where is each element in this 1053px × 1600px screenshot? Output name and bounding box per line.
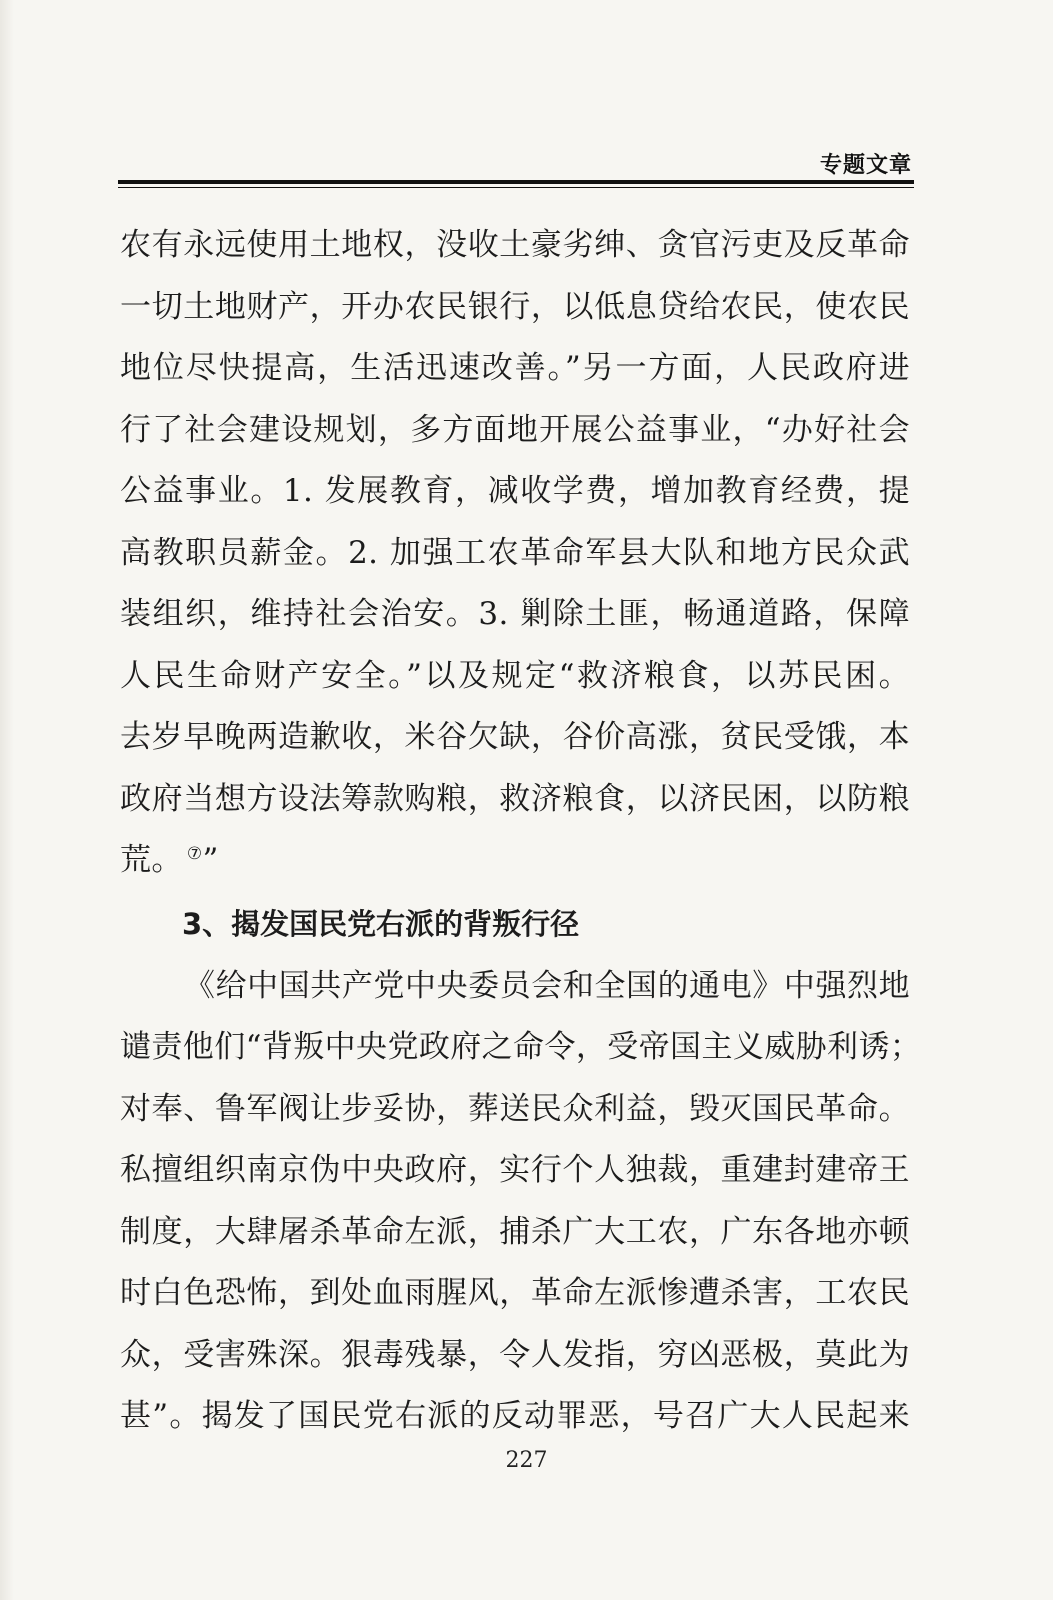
running-header	[118, 140, 914, 192]
text-line: 装组织，维持社会治安。3. 剿除土匪，畅通道路，保障	[120, 596, 910, 632]
text-line: 私擅组织南京伪中央政府，实行个人独裁，重建封建帝王	[120, 1152, 910, 1188]
text-line: 《给中国共产党中央委员会和全国的通电》中强烈地	[184, 967, 910, 1004]
text-line: 时白色恐怖，到处血雨腥风，革命左派惨遭杀害，工农民	[120, 1275, 910, 1311]
section-label: 专题文章	[819, 153, 912, 178]
text-line: 去岁早晚两造歉收，米谷欠缺，谷价高涨，贫民受饿，本	[120, 719, 910, 755]
text-line: 政府当想方设法筹款购粮，救济粮食，以济民困，以防粮	[120, 780, 910, 817]
text-line: 制度，大肆屠杀革命左派，捕杀广大工农，广东各地亦顿	[120, 1213, 910, 1250]
paragraph-1	[120, 215, 910, 892]
page-number: 227	[505, 1448, 548, 1473]
text-line: 甚”。揭发了国民党右派的反动罪恶，号召广大人民起来	[120, 1398, 910, 1434]
text-line: 地位尽快提高，生活迅速改善。”另一方面，人民政府进	[120, 350, 910, 386]
section-heading: 3、揭发国民党右派的背叛行径	[182, 906, 580, 941]
text-line: 高教职员薪金。2. 加强工农革命军县大队和地方民众武	[120, 534, 910, 571]
text-line: 公益事业。1. 发展教育，减收学费，增加教育经费，提	[120, 473, 910, 509]
closing-quote: ”	[202, 842, 219, 878]
last-line-text: 荒。	[120, 842, 183, 878]
text-line: 谴责他们“背叛中央党政府之命令，受帝国主义威胁利诱；	[120, 1029, 922, 1065]
text-line: 对奉、鲁军阀让步妥协，葬送民众利益，毁灭国民革命。	[120, 1090, 910, 1127]
footnote-marker: ⑦	[186, 843, 203, 864]
header-rule-thin	[118, 187, 914, 188]
text-line: 农有永远使用土地权，没收土豪劣绅、贪官污吏及反革命	[120, 227, 910, 263]
text-line: 行了社会建设规划，多方面地开展公益事业，“办好社会	[120, 411, 910, 448]
page-edge-shadow	[0, 0, 14, 1600]
text-line: 众，受害殊深。狠毒残暴，令人发指，穷凶恶极，莫此为	[120, 1336, 910, 1373]
header-rule-thick	[118, 180, 914, 184]
text-line: 人民生命财产安全。”以及规定“救济粮食，以苏民困。	[120, 657, 910, 694]
main-text	[120, 215, 922, 1448]
text-line: 一切土地财产，开办农民银行，以低息贷给农民，使农民	[120, 288, 910, 325]
text-line-last	[120, 830, 910, 892]
paragraph-2	[120, 956, 922, 1448]
